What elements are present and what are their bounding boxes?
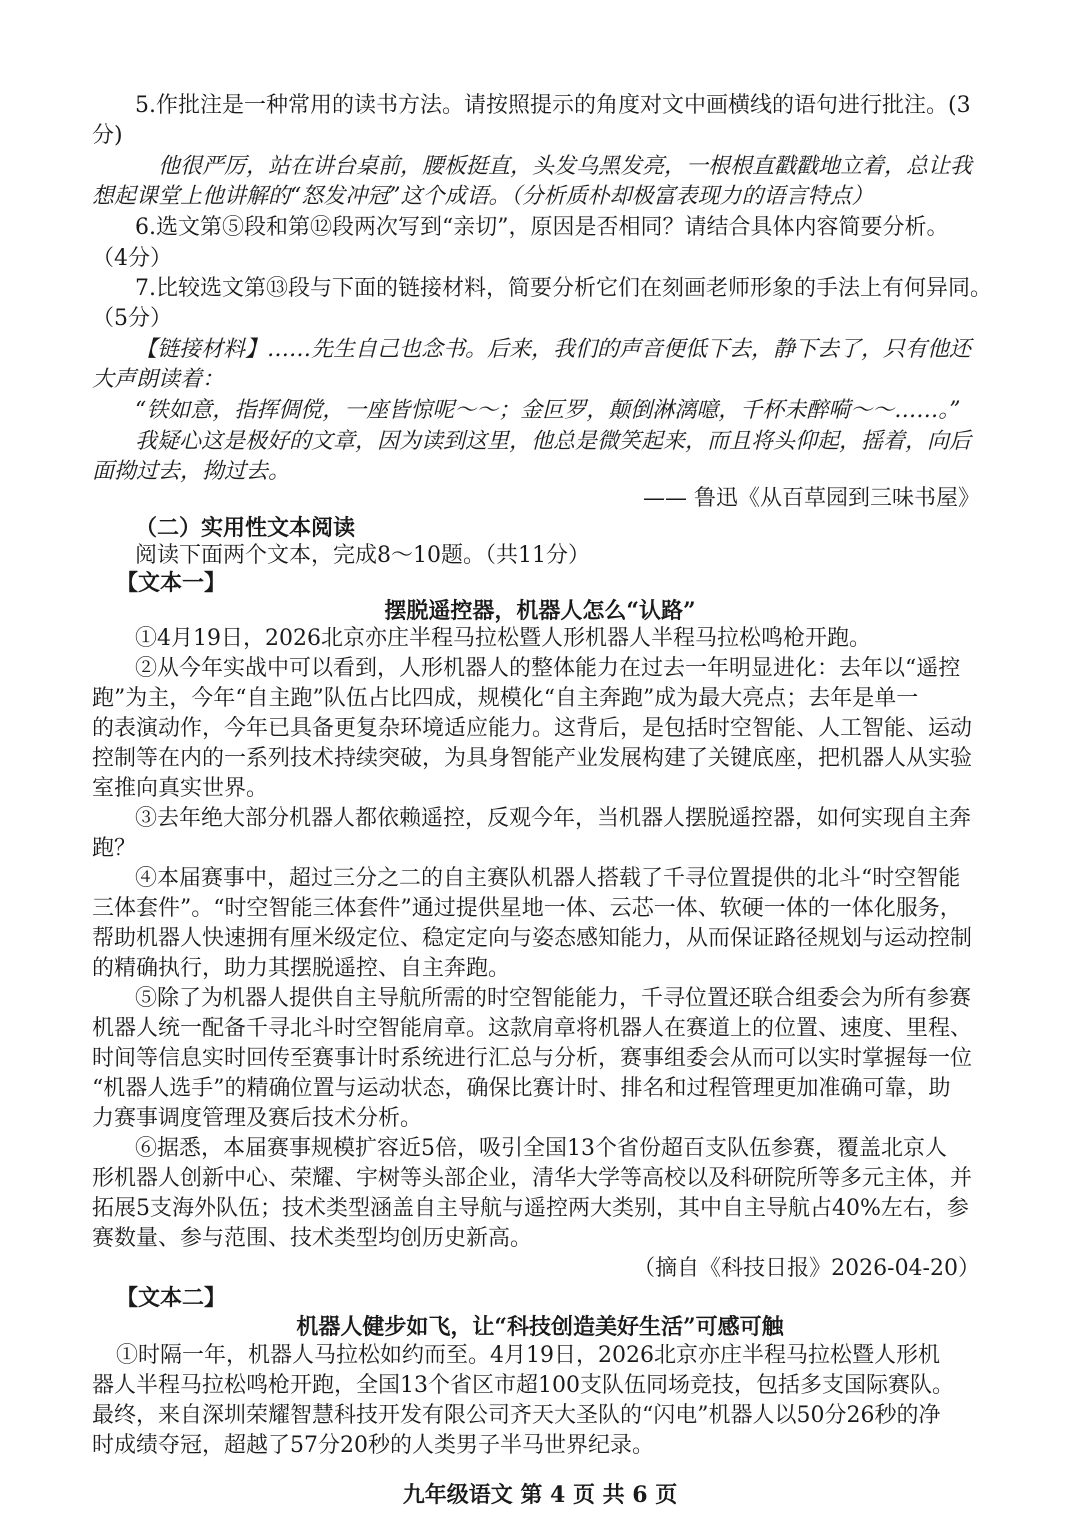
question-5-line-1: 5.作批注是一种常用的读书方法。请按照提示的角度对文中画横线的语句进行批注。(3 (135, 93, 971, 118)
link-material-line-1: 【链接材料】……先生自己也念书。后来，我们的声音便低下去，静下去了，只有他还 (135, 337, 972, 362)
question-7-line-1: 7.比较选文第⑬段与下面的链接材料，简要分析它们在刻画老师形象的手法上有何异同。 (135, 276, 992, 301)
text-1-line: 的表演动作，今年已具备更复杂环境适应能力。这背后，是包括时空智能、人工智能、运动 (92, 716, 973, 741)
text-1-line: 室推向真实世界。 (92, 776, 269, 801)
link-material-line-2: 大声朗读着： (92, 367, 225, 392)
text-2-line: 最终，来自深圳荣耀智慧科技开发有限公司齐天大圣队的“闪电”机器人以50分26秒的净 (92, 1403, 941, 1428)
question-6-line-2: （4分） (92, 246, 172, 271)
section-2-heading: （二）实用性文本阅读 (135, 515, 356, 541)
question-5-quote-line-1: 他很严厉，站在讲台桌前，腰板挺直，头发乌黑发亮，一根根直戳戳地立着，总让我 (158, 154, 973, 179)
text-1-line: 力赛事调度管理及赛后技术分析。 (92, 1106, 423, 1131)
text-1-line: 控制等在内的一系列技术持续突破，为具身智能产业发展构建了关键底座，把机器人从实验 (92, 746, 973, 771)
text-2-title: 机器人健步如飞，让“科技创造美好生活”可感可触 (296, 1314, 784, 1340)
text-2-label: 【文本二】 (116, 1285, 227, 1311)
section-2-instruction: 阅读下面两个文本，完成8～10题。（共11分） (135, 543, 590, 568)
text-1-line: 三体套件”。“时空智能三体套件”通过提供星地一体、云芯一体、软硬一体的一体化服务， (92, 896, 962, 921)
text-1-line: 跑”为主，今年“自主跑”队伍占比四成，规模化“自主奔跑”成为最大亮点；去年是单一 (92, 686, 919, 711)
question-5-quote-line-2: 想起课堂上他讲解的“怒发冲冠”这个成语。（分析质朴却极富表现力的语言特点） (92, 184, 874, 209)
text-1-line: 时间等信息实时回传至赛事计时系统进行汇总与分析，赛事组委会从而可以实时掌握每一位 (92, 1046, 973, 1071)
text-1-source: （摘自《科技日报》2026-04-20） (633, 1256, 980, 1281)
text-2-line: ①时隔一年，机器人马拉松如约而至。4月19日，2026北京亦庄半程马拉松暨人形机 (116, 1343, 940, 1368)
text-1-label: 【文本一】 (116, 570, 227, 596)
text-1-line: 拓展5支海外队伍；技术类型涵盖自主导航与遥控两大类别，其中自主导航占40%左右，参 (92, 1196, 969, 1221)
text-1-line: 跑？ (92, 836, 137, 861)
text-2-line: 器人半程马拉松鸣枪开跑，全国13个省区市超100支队伍同场竞技，包括多支国际赛队。 (92, 1373, 954, 1398)
question-5-line-2: 分) (92, 123, 123, 148)
text-1-line: 的精确执行，助力其摆脱遥控、自主奔跑。 (92, 956, 511, 981)
text-1-line: ②从今年实战中可以看到，人形机器人的整体能力在过去一年明显进化：去年以“遥控 (135, 656, 961, 681)
text-1-line: 赛数量、参与范围、技术类型均创历史新高。 (92, 1226, 533, 1251)
text-1-line: ③去年绝大部分机器人都依赖遥控，反观今年，当机器人摆脱遥控器，如何实现自主奔 (135, 806, 972, 831)
link-material-line-4: 我疑心这是极好的文章，因为读到这里，他总是微笑起来，而且将头仰起，摇着，向后 (135, 429, 972, 454)
text-1-line: ⑤除了为机器人提供自主导航所需的时空智能能力，千寻位置还联合组委会为所有参赛 (135, 986, 972, 1011)
text-1-line: ⑥据悉，本届赛事规模扩容近5倍，吸引全国13个省份超百支队伍参赛，覆盖北京人 (135, 1136, 947, 1161)
page-footer: 九年级语文 第 4 页 共 6 页 (402, 1482, 678, 1508)
text-1-line: 帮助机器人快速拥有厘米级定位、稳定定向与姿态感知能力，从而保证路径规划与运动控制 (92, 926, 973, 951)
question-6-line-1: 6.选文第⑤段和第⑫段两次写到“亲切”，原因是否相同？请结合具体内容简要分析。 (135, 215, 949, 240)
question-7-line-2: （5分） (92, 306, 172, 331)
text-1-line: ①4月19日，2026北京亦庄半程马拉松暨人形机器人半程马拉松鸣枪开跑。 (135, 626, 871, 651)
text-1-line: ④本届赛事中，超过三分之二的自主赛队机器人搭载了千寻位置提供的北斗“时空智能 (135, 866, 961, 891)
link-material-line-5: 面拗过去，拗过去。 (92, 459, 291, 484)
text-1-line: 形机器人创新中心、荣耀、宇树等头部企业，清华大学等高校以及科研院所等多元主体，并 (92, 1166, 973, 1191)
text-1-line: 机器人统一配备千寻北斗时空智能肩章。这款肩章将机器人在赛道上的位置、速度、里程、 (92, 1016, 973, 1041)
text-2-line: 时成绩夺冠，超越了57分20秒的人类男子半马世界纪录。 (92, 1433, 654, 1458)
link-material-line-3: “铁如意，指挥倜傥，一座皆惊呢～～；金叵罗，颠倒淋漓噫，千杯未醉嗬～～……。” (135, 398, 961, 423)
text-1-line: “机器人选手”的精确位置与运动状态，确保比赛计时、排名和过程管理更加准确可靠，助 (92, 1076, 951, 1101)
text-1-title: 摆脱遥控器，机器人怎么“认路” (384, 598, 696, 624)
link-material-source: —— 鲁迅《从百草园到三味书屋》 (643, 486, 980, 511)
